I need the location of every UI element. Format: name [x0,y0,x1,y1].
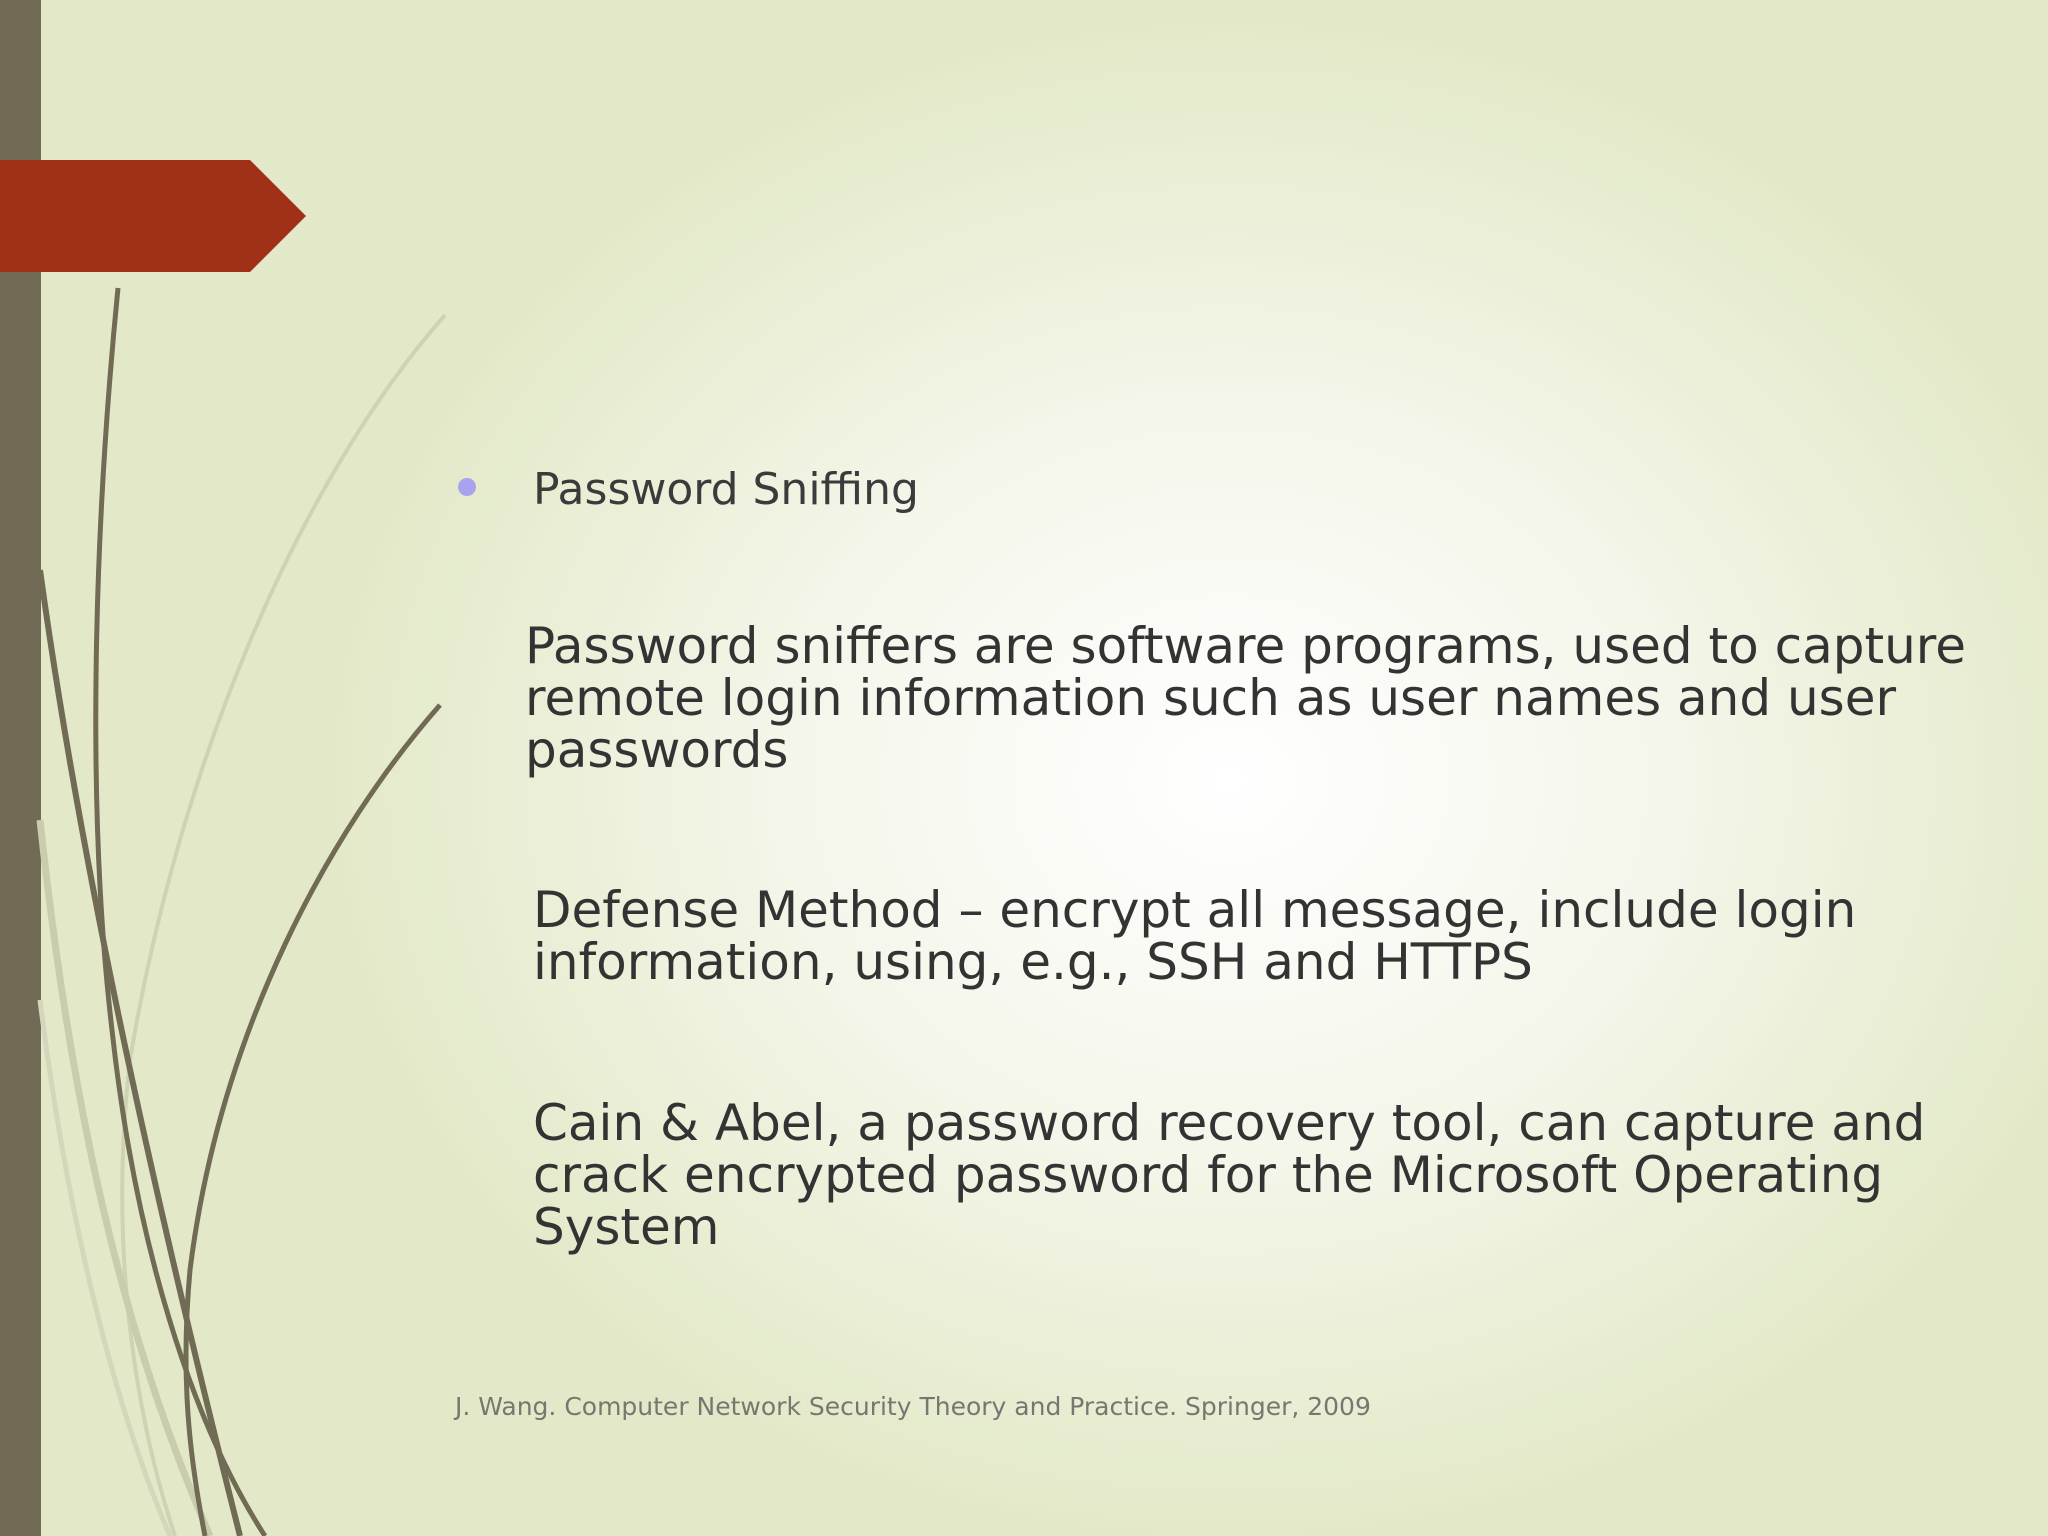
bullet-heading: Password Sniffing [533,464,919,515]
paragraph-sniffers [525,617,1983,779]
bullet-dot-icon [458,478,476,496]
paragraph-defense: Defense Method – encrypt all message, include login information, using, e.g., SSH and HTTPS [533,881,1857,991]
paragraph-text: Password sniffers are software programs, used to capture remote login information such as user names and user passwords [525,617,1967,779]
accent-arrow-tab [0,0,310,280]
paragraph-cain-abel: Cain & Abel, a password recovery tool, can capture and crack encrypted password for the Microsoft Operating System [533,1094,1926,1256]
citation-footer: J. Wang. Computer Network Security Theory and Practice. Springer, 2009 [455,1392,1371,1421]
